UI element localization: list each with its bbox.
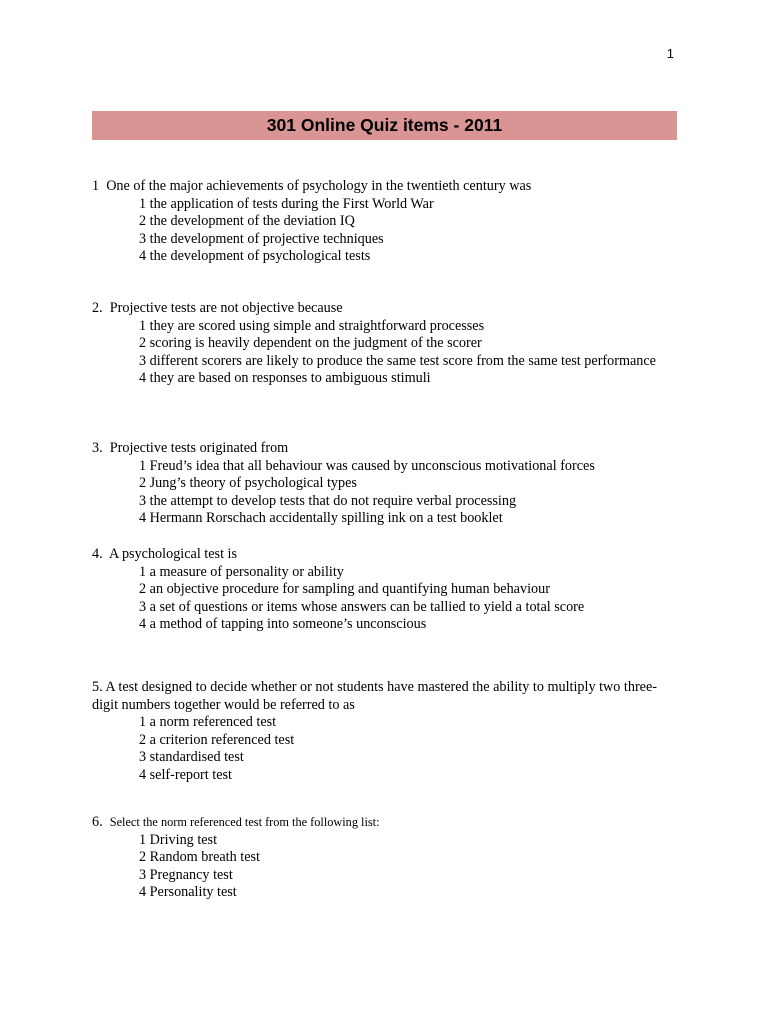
page-title: 301 Online Quiz items - 2011: [266, 115, 503, 135]
answer-option: 4 a method of tapping into someone’s unconscious: [139, 616, 427, 633]
answer-option: 3 the development of projective techniques: [139, 230, 384, 247]
question-stem: [92, 814, 682, 832]
answer-option: 3 different scorers are likely to produce the same test score from the same test performance: [139, 352, 656, 369]
question-stem-text: Select the norm referenced test from the following list:: [109, 815, 380, 829]
answer-option: 4 Hermann Rorschach accidentally spilling ink on a test booklet: [139, 510, 503, 527]
question-number: 6.: [92, 814, 103, 830]
answer-option: 3 the attempt to develop tests that do not require verbal processing: [139, 492, 517, 509]
question-5: [92, 679, 682, 785]
answer-option: 2 scoring is heavily dependent on the judgment of the scorer: [139, 335, 482, 352]
question-2: [92, 300, 682, 388]
title-banner: [92, 111, 677, 140]
answer-option: 1 a measure of personality or ability: [139, 563, 344, 580]
answer-option: 2 Random breath test: [139, 849, 260, 866]
question-stem: 5. A test designed to decide whether or not students have mastered the ability to multiply two three-digit numbers together would be referred to as: [92, 679, 658, 713]
question-4: [92, 546, 682, 634]
page-number: 1: [666, 46, 674, 61]
question-stem: 1 One of the major achievements of psychology in the twentieth century was: [92, 178, 532, 194]
answer-option: 1 the application of tests during the First World War: [139, 195, 434, 212]
answer-option: 3 a set of questions or items whose answers can be tallied to yield a total score: [139, 598, 585, 615]
answer-option: 1 they are scored using simple and straightforward processes: [139, 317, 485, 334]
answer-option: 4 self-report test: [139, 766, 232, 783]
answer-option: 4 they are based on responses to ambiguous stimuli: [139, 370, 431, 387]
answer-option: 1 Freud’s idea that all behaviour was caused by unconscious motivational forces: [139, 457, 595, 474]
answer-option: 4 the development of psychological tests: [139, 248, 371, 265]
answer-option: 2 the development of the deviation IQ: [139, 213, 355, 230]
question-1: [92, 178, 682, 266]
question-stem: 4. A psychological test is: [92, 546, 238, 562]
answer-option: 1 Driving test: [139, 831, 218, 848]
question-6: [92, 814, 682, 902]
answer-option: 1 a norm referenced test: [139, 714, 277, 731]
answer-option: 4 Personality test: [139, 884, 237, 901]
question-stem: 2. Projective tests are not objective because: [92, 300, 343, 316]
answer-option: 2 an objective procedure for sampling and quantifying human behaviour: [139, 581, 550, 598]
answer-option: 3 Pregnancy test: [139, 866, 233, 883]
answer-option: 3 standardised test: [139, 749, 244, 766]
question-3: [92, 440, 682, 528]
answer-option: 2 Jung’s theory of psychological types: [139, 475, 357, 492]
question-stem: 3. Projective tests originated from: [92, 440, 289, 456]
answer-option: 2 a criterion referenced test: [139, 731, 295, 748]
